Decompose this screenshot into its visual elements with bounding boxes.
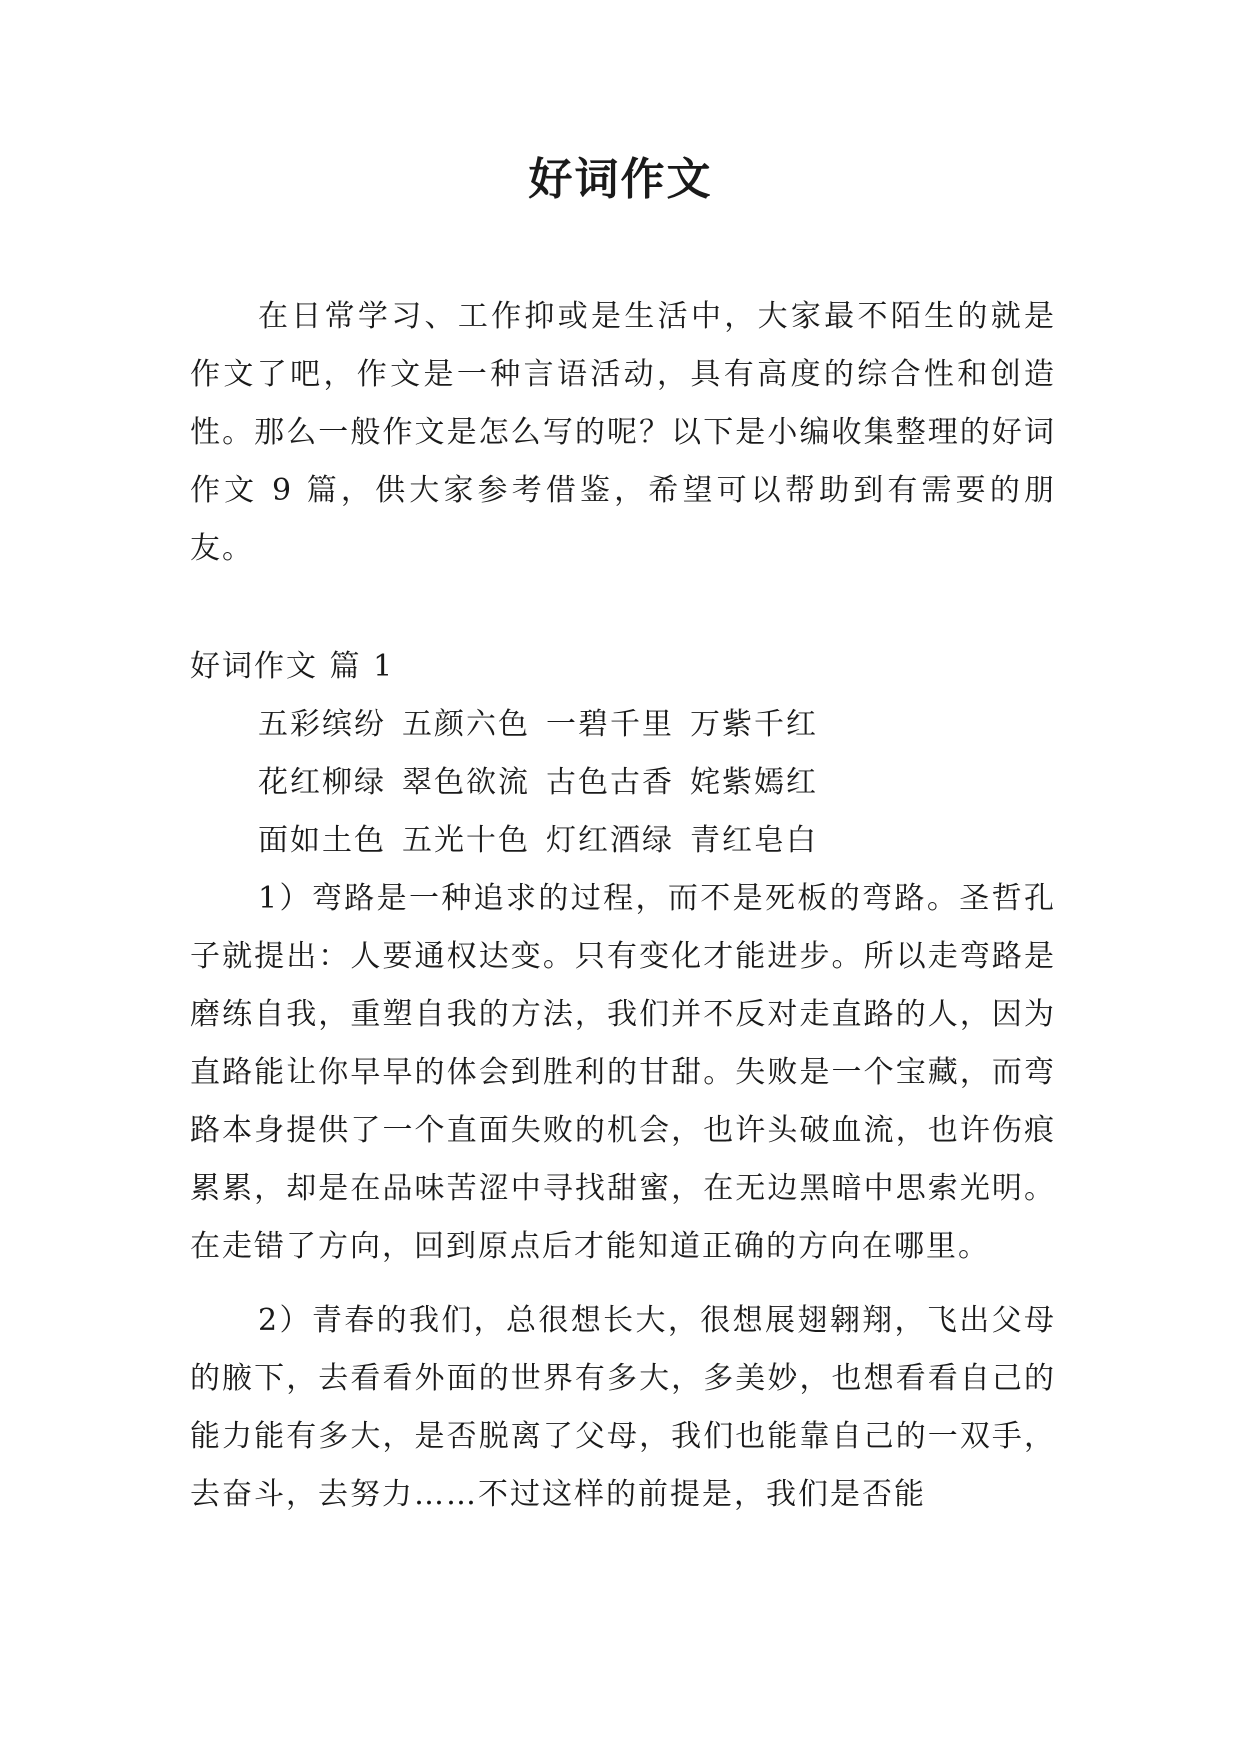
- spacer: [190, 578, 1056, 638]
- word-row: [190, 754, 1056, 812]
- spacer: [190, 1276, 1056, 1292]
- word-row: [190, 812, 1056, 870]
- word-item: 姹紫嫣红: [690, 765, 818, 800]
- word-item: 青红皂白: [690, 823, 818, 858]
- word-item: 翠色欲流: [402, 765, 530, 800]
- section-heading: 好词作文 篇 1: [190, 649, 395, 684]
- body-paragraph: 1）弯路是一种追求的过程，而不是死板的弯路。圣哲孔子就提出：人要通权达变。只有变化才能进步。所以走弯路是磨练自我，重塑自我的方法，我们并不反对走直路的人，因为直路能让你早早的体会到胜利的甘甜。失败是一个宝藏，而弯路本身提供了一个直面失败的机会，也许头破血流，也许伤痕累累，却是在品味苦涩中寻找甜蜜，在无边黑暗中思索光明。在走错了方向，回到原点后才能知道正确的方向在哪里。: [190, 881, 1056, 1264]
- word-item: 一碧千里: [546, 707, 674, 742]
- word-item: 五颜六色: [402, 707, 530, 742]
- intro-paragraph: 在日常学习、工作抑或是生活中，大家最不陌生的就是作文了吧，作文是一种言语活动，具有高度的综合性和创造性。那么一般作文是怎么写的呢？以下是小编收集整理的好词作文 9 篇，供大家参考借鉴，希望可以帮助到有需要的朋友。: [190, 299, 1056, 566]
- word-row: [190, 696, 1056, 754]
- word-item: 灯红酒绿: [546, 823, 674, 858]
- word-item: 古色古香: [546, 765, 674, 800]
- document-body: [190, 288, 1056, 1524]
- word-item: 面如土色: [258, 823, 386, 858]
- word-item: 万紫千红: [690, 707, 818, 742]
- word-item: 五光十色: [402, 823, 530, 858]
- document-title: 好词作文: [528, 154, 713, 205]
- body-paragraph: 2）青春的我们，总很想长大，很想展翅翱翔，飞出父母的腋下，去看看外面的世界有多大，多美妙，也想看看自己的能力能有多大，是否脱离了父母，我们也能靠自己的一双手，去奋斗，去努力……不过这样的前提是，我们是否能: [190, 1303, 1056, 1512]
- word-item: 五彩缤纷: [258, 707, 386, 742]
- word-item: 花红柳绿: [258, 765, 386, 800]
